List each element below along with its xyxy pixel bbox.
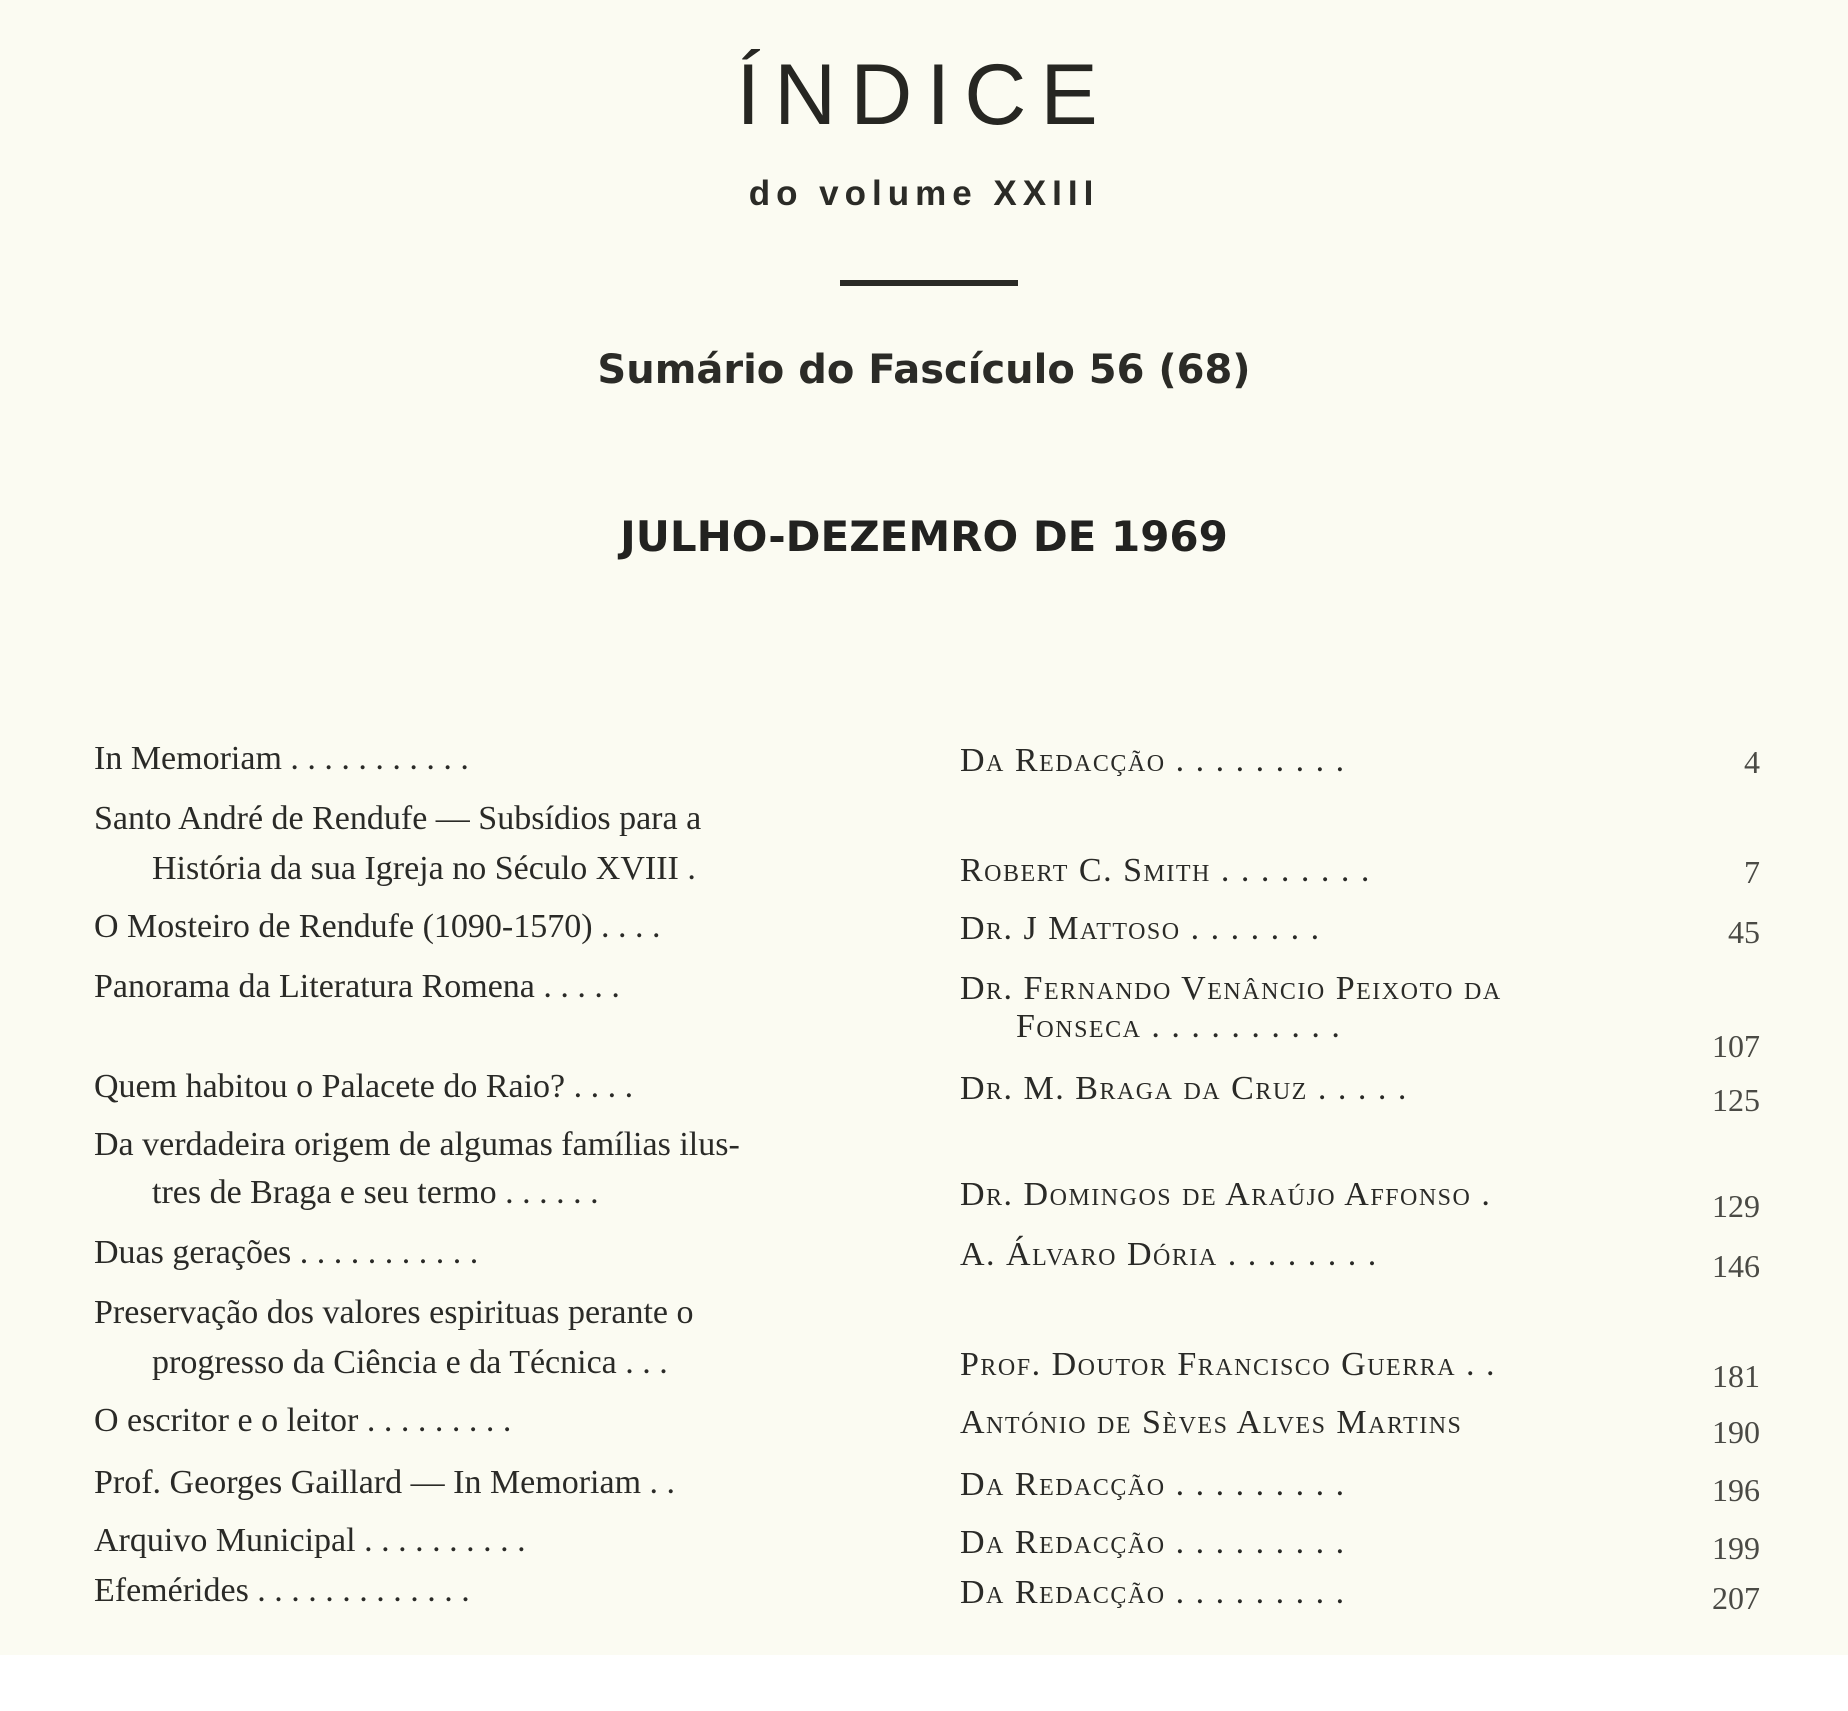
entry-author: António de Sèves Alves Martins <box>960 1404 1463 1441</box>
entry-author: A. Álvaro Dória . . . . . . . . <box>960 1236 1378 1273</box>
entry-title: Prof. Georges Gaillard — In Memoriam . . <box>94 1464 676 1501</box>
entry-title: O Mosteiro de Rendufe (1090-1570) . . . . <box>94 908 661 945</box>
entry-title: Da verdadeira origem de algumas famílias ilus- <box>94 1126 740 1163</box>
entry-page-number: 45 <box>1728 914 1760 950</box>
entry-author: Dr. J Mattoso . . . . . . . <box>960 910 1321 947</box>
entry-title: Santo André de Rendufe — Subsídios para a <box>94 800 702 837</box>
entry-page-number: 125 <box>1712 1082 1760 1118</box>
entry-author: Da Redacção . . . . . . . . . <box>960 1524 1346 1561</box>
entry-page-number: 181 <box>1712 1358 1760 1394</box>
title-divider <box>840 280 1018 286</box>
entry-title: In Memoriam . . . . . . . . . . . <box>94 740 469 777</box>
entry-author: Prof. Doutor Francisco Guerra . . <box>960 1346 1497 1383</box>
entry-author: Da Redacção . . . . . . . . . <box>960 742 1346 779</box>
entry-author: Robert C. Smith . . . . . . . . <box>960 852 1371 889</box>
entry-page-number: 7 <box>1744 854 1760 890</box>
entry-author: Dr. M. Braga da Cruz . . . . . <box>960 1070 1408 1107</box>
entry-page-number: 107 <box>1712 1028 1760 1064</box>
entry-page-number: 190 <box>1712 1414 1760 1450</box>
period-heading: JULHO-DEZEMRO DE 1969 <box>620 512 1228 561</box>
entry-page-number: 196 <box>1712 1472 1760 1508</box>
volume-subtitle: do volume XXIII <box>748 174 1100 213</box>
entry-title-continued: progresso da Ciência e da Técnica . . . <box>152 1344 668 1381</box>
entry-author-continued: Fonseca . . . . . . . . . . <box>1016 1008 1342 1045</box>
entry-page-number: 4 <box>1744 744 1760 780</box>
page-title: ÍNDICE <box>736 47 1112 143</box>
entry-title-continued: tres de Braga e seu termo . . . . . . <box>152 1174 599 1211</box>
entry-title: Efemérides . . . . . . . . . . . . . <box>94 1572 470 1609</box>
entry-title: Preservação dos valores espirituas perante o <box>94 1294 694 1331</box>
entry-author: Da Redacção . . . . . . . . . <box>960 1466 1346 1503</box>
entry-title: Panorama da Literatura Romena . . . . . <box>94 968 620 1005</box>
entry-page-number: 146 <box>1712 1248 1760 1284</box>
fascicle-heading: Sumário do Fascículo 56 (68) <box>597 347 1251 393</box>
entry-page-number: 199 <box>1712 1530 1760 1566</box>
entry-author: Dr. Domingos de Araújo Affonso . <box>960 1176 1492 1213</box>
entry-title: O escritor e o leitor . . . . . . . . . <box>94 1402 512 1439</box>
entry-author: Dr. Fernando Venâncio Peixoto da <box>960 970 1502 1007</box>
entry-author: Da Redacção . . . . . . . . . <box>960 1574 1346 1611</box>
entry-page-number: 207 <box>1712 1580 1760 1616</box>
entry-title: Duas gerações . . . . . . . . . . . <box>94 1234 479 1271</box>
entry-title-continued: História da sua Igreja no Século XVIII . <box>152 850 696 887</box>
entry-title: Quem habitou o Palacete do Raio? . . . . <box>94 1068 634 1105</box>
entry-title: Arquivo Municipal . . . . . . . . . . <box>94 1522 526 1559</box>
entry-page-number: 129 <box>1712 1188 1760 1224</box>
